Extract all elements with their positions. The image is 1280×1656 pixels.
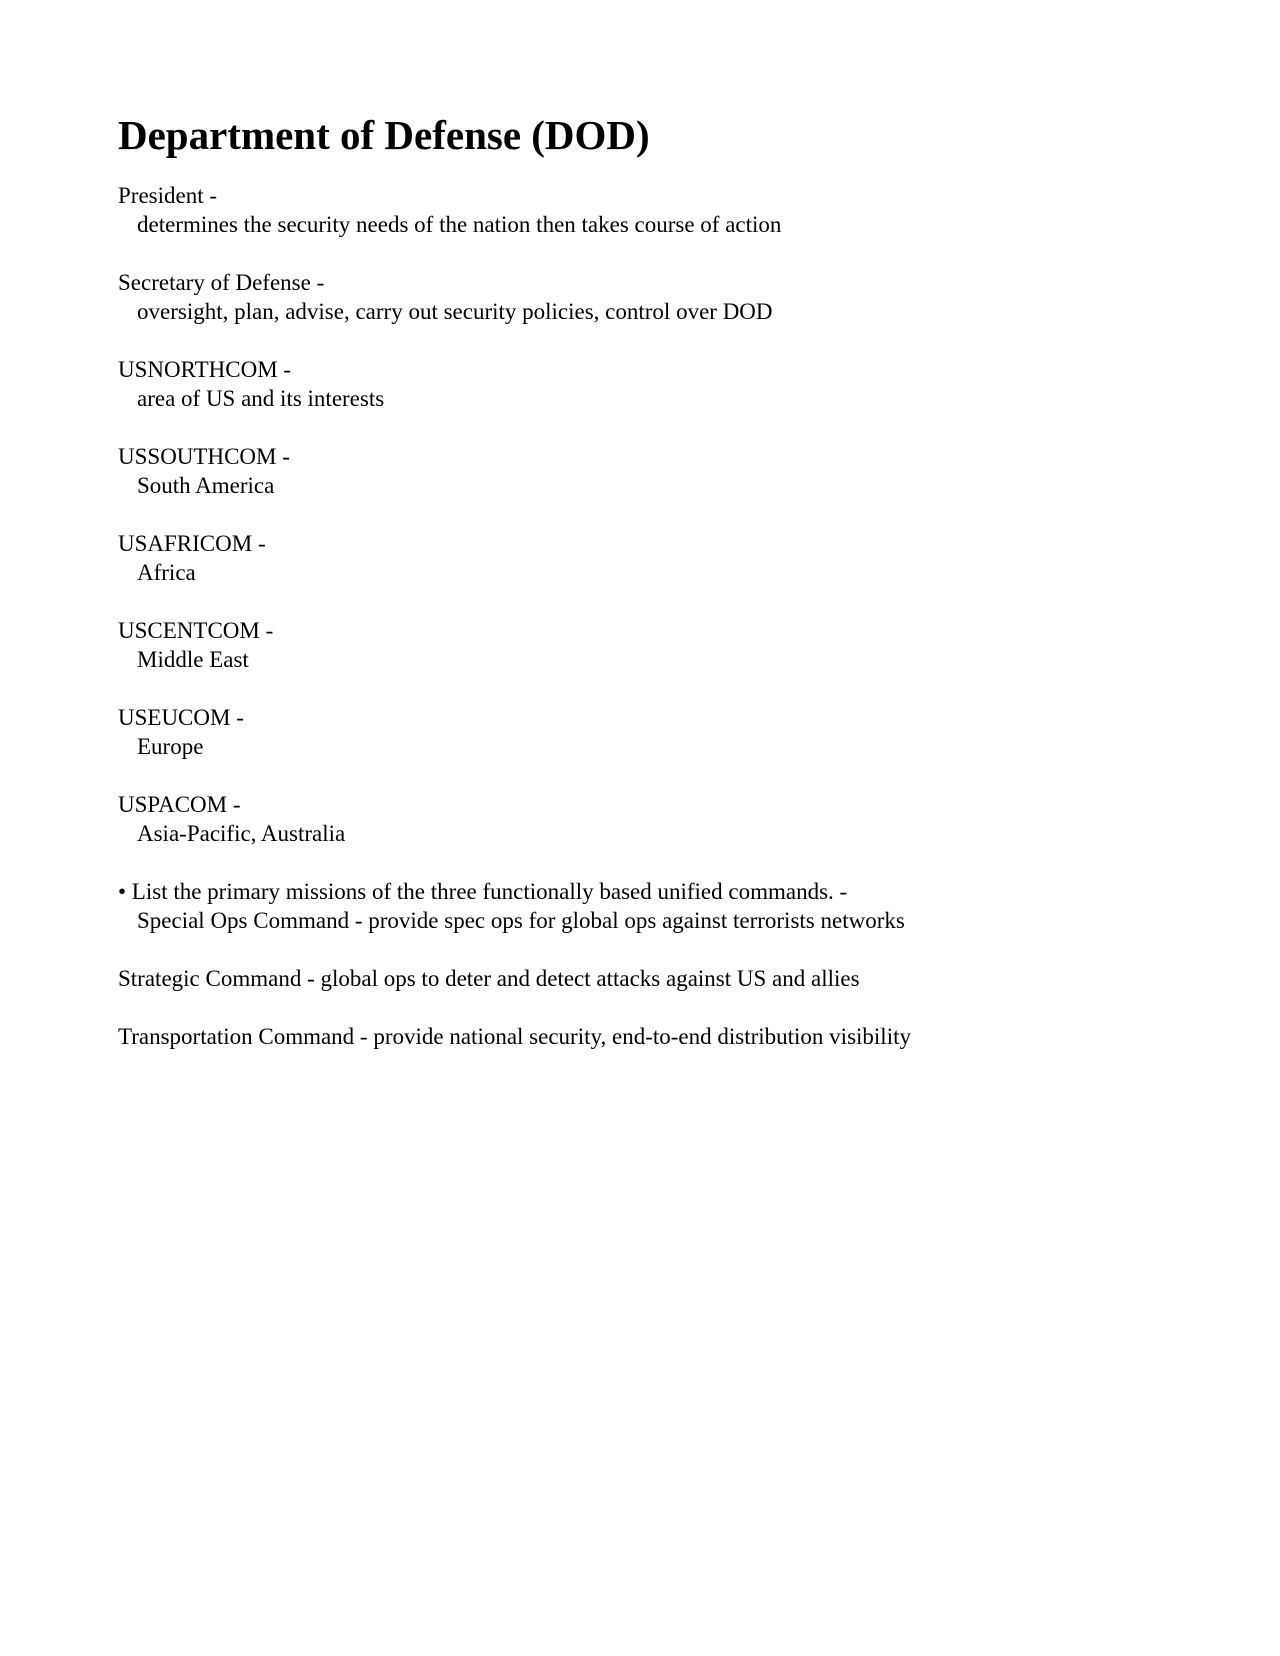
document-title: Department of Defense (DOD) [118, 112, 650, 158]
entry-usnorthcom [118, 355, 1218, 413]
entry-definition: Middle East [137, 647, 249, 673]
paragraph-transportation-command [118, 1022, 1218, 1051]
paragraph-strategic-command [118, 964, 1218, 993]
entry-unified-commands-question [118, 877, 1218, 935]
entry-definition: Special Ops Command - provide spec ops for global ops against terrorists networks [137, 908, 905, 934]
entry-definition: Europe [137, 734, 204, 760]
entry-term: USSOUTHCOM - [118, 444, 290, 470]
entry-definition: oversight, plan, advise, carry out security policies, control over DOD [137, 299, 773, 325]
entry-definition: South America [137, 473, 275, 499]
paragraph-text: Transportation Command - provide national security, end-to-end distribution visibility [118, 1024, 911, 1050]
entry-definition: area of US and its interests [137, 386, 385, 412]
entry-president [118, 181, 1218, 239]
entry-uspacom [118, 790, 1218, 848]
entry-term: USNORTHCOM - [118, 357, 292, 383]
entry-term: USPACOM - [118, 792, 241, 818]
entry-term: • List the primary missions of the three functionally based unified commands. - [118, 879, 848, 905]
entry-uscentcom [118, 616, 1218, 674]
paragraph-text: Strategic Command - global ops to deter and detect attacks against US and allies [118, 966, 860, 992]
entry-definition: determines the security needs of the nation then takes course of action [137, 212, 782, 238]
entry-useucom [118, 703, 1218, 761]
entry-usafricom [118, 529, 1218, 587]
document-page [118, 112, 1218, 1080]
entry-term: Secretary of Defense - [118, 270, 325, 296]
entry-definition: Africa [137, 560, 196, 586]
entry-term: USCENTCOM - [118, 618, 274, 644]
entry-term: USEUCOM - [118, 705, 244, 731]
entry-definition: Asia-Pacific, Australia [137, 821, 346, 847]
entry-term: President - [118, 183, 218, 209]
entry-ussouthcom [118, 442, 1218, 500]
entry-term: USAFRICOM - [118, 531, 266, 557]
entry-secretary-of-defense [118, 268, 1218, 326]
